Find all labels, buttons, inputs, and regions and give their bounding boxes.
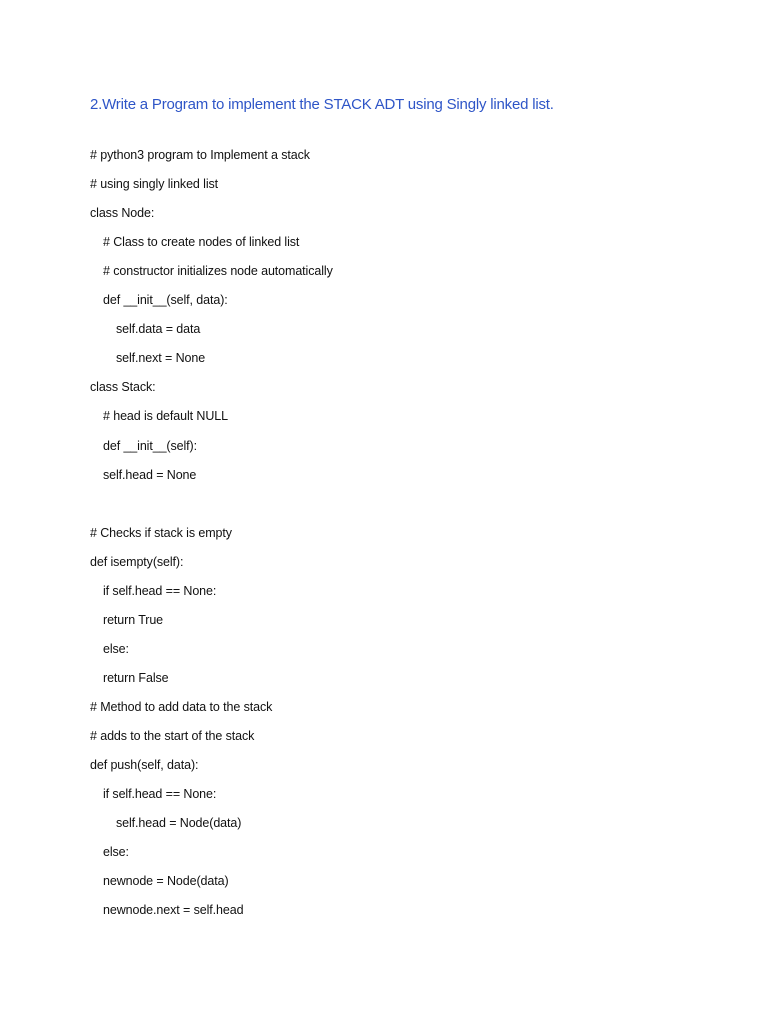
- code-line: # Method to add data to the stack: [90, 699, 273, 714]
- code-line: else:: [103, 641, 129, 656]
- code-line: newnode = Node(data): [103, 874, 229, 889]
- code-line: self.data = data: [116, 322, 201, 337]
- code-line: # Class to create nodes of linked list: [103, 235, 300, 250]
- code-line: if self.head == None:: [103, 583, 217, 598]
- code-line: def push(self, data):: [90, 758, 199, 773]
- code-line: self.next = None: [116, 351, 206, 366]
- code-line: return True: [103, 612, 164, 627]
- code-line: return False: [103, 670, 169, 685]
- code-line: class Stack:: [90, 380, 156, 395]
- code-line: newnode.next = self.head: [103, 903, 244, 918]
- code-line: self.head = Node(data): [116, 816, 242, 831]
- code-line: # python3 program to Implement a stack: [90, 148, 310, 162]
- code-line: def __init__(self, data):: [103, 293, 228, 308]
- code-line: def isempty(self):: [90, 554, 184, 569]
- code-line: else:: [103, 845, 129, 860]
- code-line: self.head = None: [103, 467, 197, 482]
- code-line: # constructor initializes node automatically: [103, 264, 333, 279]
- code-line: # Checks if stack is empty: [90, 525, 232, 540]
- code-line: # head is default NULL: [103, 409, 228, 424]
- code-line: def __init__(self):: [103, 438, 197, 453]
- code-line: if self.head == None:: [103, 787, 217, 802]
- document-heading: 2.Write a Program to implement the STACK ADT using Singly linked list.: [90, 96, 554, 113]
- code-line: # using singly linked list: [90, 177, 219, 192]
- code-line: # adds to the start of the stack: [90, 729, 255, 743]
- code-line: class Node:: [90, 206, 155, 221]
